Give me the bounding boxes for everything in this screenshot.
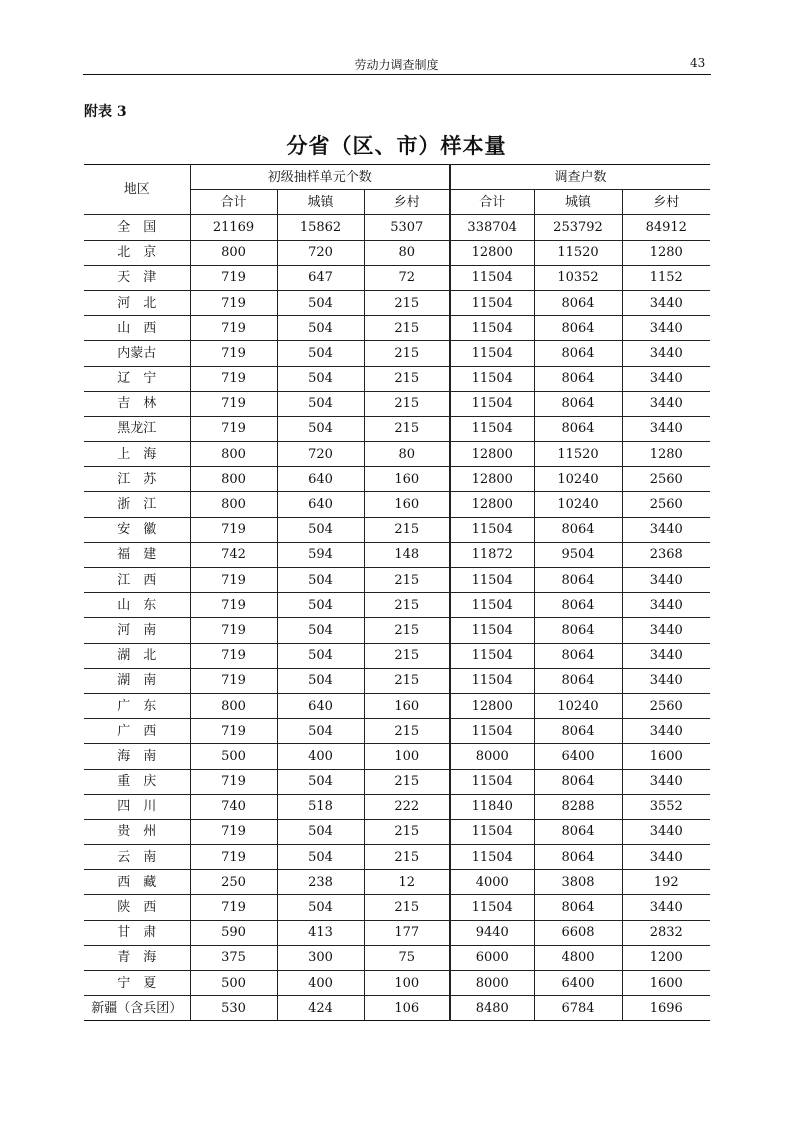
table-row <box>84 316 710 341</box>
region-cell: 辽 宁 <box>84 366 190 391</box>
region-cell: 重 庆 <box>84 769 190 794</box>
region-cell: 河 南 <box>84 618 190 643</box>
units-urban-cell: 504 <box>277 568 364 593</box>
sub-header-rural: 乡村 <box>622 190 710 215</box>
households-urban-cell: 8064 <box>534 643 622 668</box>
units-total-cell: 719 <box>190 719 277 744</box>
households-rural-cell: 3440 <box>622 341 710 366</box>
units-rural-cell: 215 <box>364 895 450 920</box>
table-row <box>84 215 710 240</box>
table-row <box>84 467 710 492</box>
units-rural-cell: 215 <box>364 618 450 643</box>
table-row <box>84 769 710 794</box>
households-total-cell: 11504 <box>450 341 534 366</box>
page-number: 43 <box>690 56 706 70</box>
households-total-cell: 12800 <box>450 442 534 467</box>
households-total-cell: 8480 <box>450 996 534 1021</box>
table-row <box>84 693 710 718</box>
units-rural-cell: 215 <box>364 769 450 794</box>
households-urban-cell: 6784 <box>534 996 622 1021</box>
households-urban-cell: 10240 <box>534 467 622 492</box>
units-rural-cell: 215 <box>364 568 450 593</box>
households-urban-cell: 8064 <box>534 618 622 643</box>
region-cell: 甘 肃 <box>84 920 190 945</box>
units-total-cell: 719 <box>190 618 277 643</box>
households-total-cell: 11872 <box>450 542 534 567</box>
households-rural-cell: 3440 <box>622 819 710 844</box>
units-urban-cell: 400 <box>277 971 364 996</box>
households-urban-cell: 11520 <box>534 442 622 467</box>
units-total-cell: 719 <box>190 845 277 870</box>
households-rural-cell: 3440 <box>622 895 710 920</box>
households-total-cell: 11504 <box>450 391 534 416</box>
households-urban-cell: 8064 <box>534 290 622 315</box>
households-total-cell: 11504 <box>450 668 534 693</box>
households-rural-cell: 3440 <box>622 618 710 643</box>
region-cell: 宁 夏 <box>84 971 190 996</box>
region-header: 地区 <box>84 165 190 215</box>
households-urban-cell: 8064 <box>534 366 622 391</box>
households-total-cell: 11504 <box>450 819 534 844</box>
units-urban-cell: 504 <box>277 391 364 416</box>
units-total-cell: 500 <box>190 971 277 996</box>
units-rural-cell: 215 <box>364 517 450 542</box>
units-urban-cell: 413 <box>277 920 364 945</box>
table-row <box>84 668 710 693</box>
units-rural-cell: 148 <box>364 542 450 567</box>
running-header-title: 劳动力调查制度 <box>354 58 439 72</box>
households-rural-cell: 3440 <box>622 366 710 391</box>
region-cell: 浙 江 <box>84 492 190 517</box>
households-total-cell: 6000 <box>450 945 534 970</box>
table-row <box>84 265 710 290</box>
units-rural-cell: 215 <box>364 643 450 668</box>
region-cell: 山 东 <box>84 593 190 618</box>
units-rural-cell: 75 <box>364 945 450 970</box>
units-rural-cell: 160 <box>364 467 450 492</box>
units-urban-cell: 504 <box>277 643 364 668</box>
units-rural-cell: 160 <box>364 492 450 517</box>
units-rural-cell: 215 <box>364 366 450 391</box>
table-row <box>84 542 710 567</box>
households-rural-cell: 2560 <box>622 693 710 718</box>
appendix-label: 附表 3 <box>84 104 127 120</box>
households-urban-cell: 6400 <box>534 971 622 996</box>
households-rural-cell: 2368 <box>622 542 710 567</box>
region-cell: 海 南 <box>84 744 190 769</box>
households-rural-cell: 1152 <box>622 265 710 290</box>
region-cell: 江 苏 <box>84 467 190 492</box>
units-total-cell: 719 <box>190 643 277 668</box>
households-rural-cell: 1600 <box>622 744 710 769</box>
region-cell: 全 国 <box>84 215 190 240</box>
units-urban-cell: 504 <box>277 845 364 870</box>
units-rural-cell: 215 <box>364 668 450 693</box>
households-rural-cell: 3440 <box>622 316 710 341</box>
sub-header-total: 合计 <box>190 190 277 215</box>
households-urban-cell: 10240 <box>534 693 622 718</box>
region-cell: 湖 北 <box>84 643 190 668</box>
units-urban-cell: 300 <box>277 945 364 970</box>
units-urban-cell: 640 <box>277 492 364 517</box>
table-row <box>84 593 710 618</box>
households-total-cell: 11504 <box>450 316 534 341</box>
units-urban-cell: 720 <box>277 442 364 467</box>
households-urban-cell: 6608 <box>534 920 622 945</box>
households-total-cell: 11504 <box>450 416 534 441</box>
units-urban-cell: 504 <box>277 290 364 315</box>
units-total-cell: 719 <box>190 819 277 844</box>
units-total-cell: 719 <box>190 416 277 441</box>
units-total-cell: 719 <box>190 593 277 618</box>
households-rural-cell: 3440 <box>622 719 710 744</box>
region-cell: 贵 州 <box>84 819 190 844</box>
region-cell: 广 东 <box>84 693 190 718</box>
households-rural-cell: 1280 <box>622 240 710 265</box>
table-row <box>84 643 710 668</box>
households-rural-cell: 1280 <box>622 442 710 467</box>
households-total-cell: 8000 <box>450 971 534 996</box>
units-urban-cell: 594 <box>277 542 364 567</box>
region-cell: 湖 南 <box>84 668 190 693</box>
table-row <box>84 744 710 769</box>
table-row <box>84 341 710 366</box>
sub-header-urban: 城镇 <box>534 190 622 215</box>
region-cell: 黑龙江 <box>84 416 190 441</box>
households-total-cell: 11504 <box>450 618 534 643</box>
units-rural-cell: 215 <box>364 416 450 441</box>
units-total-cell: 719 <box>190 895 277 920</box>
households-total-cell: 12800 <box>450 467 534 492</box>
units-total-cell: 719 <box>190 391 277 416</box>
units-total-cell: 742 <box>190 542 277 567</box>
region-cell: 广 西 <box>84 719 190 744</box>
households-urban-cell: 8064 <box>534 391 622 416</box>
households-rural-cell: 3440 <box>622 593 710 618</box>
units-total-cell: 375 <box>190 945 277 970</box>
households-rural-cell: 1696 <box>622 996 710 1021</box>
units-total-cell: 719 <box>190 316 277 341</box>
units-rural-cell: 177 <box>364 920 450 945</box>
region-cell: 新疆（含兵团） <box>84 996 190 1021</box>
units-total-cell: 719 <box>190 517 277 542</box>
units-urban-cell: 504 <box>277 769 364 794</box>
table-row <box>84 492 710 517</box>
households-urban-cell: 8064 <box>534 769 622 794</box>
table-row <box>84 920 710 945</box>
units-rural-cell: 215 <box>364 593 450 618</box>
region-cell: 河 北 <box>84 290 190 315</box>
units-rural-cell: 215 <box>364 391 450 416</box>
units-rural-cell: 215 <box>364 290 450 315</box>
units-rural-cell: 5307 <box>364 215 450 240</box>
households-urban-cell: 9504 <box>534 542 622 567</box>
units-total-cell: 800 <box>190 442 277 467</box>
households-rural-cell: 3440 <box>622 416 710 441</box>
households-rural-cell: 84912 <box>622 215 710 240</box>
region-cell: 上 海 <box>84 442 190 467</box>
households-rural-cell: 3552 <box>622 794 710 819</box>
table-row <box>84 366 710 391</box>
households-total-cell: 11840 <box>450 794 534 819</box>
households-urban-cell: 10240 <box>534 492 622 517</box>
table-row <box>84 794 710 819</box>
households-total-cell: 11504 <box>450 719 534 744</box>
households-urban-cell: 8064 <box>534 719 622 744</box>
households-urban-cell: 8064 <box>534 341 622 366</box>
households-total-cell: 11504 <box>450 769 534 794</box>
region-cell: 内蒙古 <box>84 341 190 366</box>
units-rural-cell: 72 <box>364 265 450 290</box>
households-total-cell: 11504 <box>450 290 534 315</box>
units-total-cell: 530 <box>190 996 277 1021</box>
households-total-cell: 11504 <box>450 845 534 870</box>
households-rural-cell: 3440 <box>622 391 710 416</box>
table-row <box>84 442 710 467</box>
households-urban-cell: 8288 <box>534 794 622 819</box>
units-rural-cell: 106 <box>364 996 450 1021</box>
units-total-cell: 800 <box>190 467 277 492</box>
region-cell: 北 京 <box>84 240 190 265</box>
table-row <box>84 945 710 970</box>
sub-header-rural: 乡村 <box>364 190 450 215</box>
households-urban-cell: 6400 <box>534 744 622 769</box>
households-urban-cell: 8064 <box>534 819 622 844</box>
units-urban-cell: 720 <box>277 240 364 265</box>
households-rural-cell: 3440 <box>622 568 710 593</box>
units-urban-cell: 424 <box>277 996 364 1021</box>
households-urban-cell: 8064 <box>534 568 622 593</box>
table-row <box>84 996 710 1021</box>
table-row <box>84 845 710 870</box>
households-total-cell: 4000 <box>450 870 534 895</box>
households-rural-cell: 3440 <box>622 668 710 693</box>
units-urban-cell: 400 <box>277 744 364 769</box>
households-total-cell: 11504 <box>450 568 534 593</box>
units-urban-cell: 640 <box>277 467 364 492</box>
group-header-households: 调查户数 <box>450 165 710 190</box>
units-rural-cell: 215 <box>364 316 450 341</box>
units-urban-cell: 504 <box>277 895 364 920</box>
units-urban-cell: 504 <box>277 618 364 643</box>
units-urban-cell: 504 <box>277 341 364 366</box>
region-cell: 福 建 <box>84 542 190 567</box>
households-rural-cell: 2560 <box>622 492 710 517</box>
households-total-cell: 11504 <box>450 265 534 290</box>
units-urban-cell: 238 <box>277 870 364 895</box>
table-header <box>84 165 710 215</box>
units-rural-cell: 100 <box>364 971 450 996</box>
households-total-cell: 11504 <box>450 895 534 920</box>
units-rural-cell: 160 <box>364 693 450 718</box>
units-urban-cell: 504 <box>277 316 364 341</box>
households-total-cell: 12800 <box>450 240 534 265</box>
households-total-cell: 11504 <box>450 643 534 668</box>
table-row <box>84 819 710 844</box>
households-rural-cell: 3440 <box>622 290 710 315</box>
region-cell: 山 西 <box>84 316 190 341</box>
units-rural-cell: 215 <box>364 845 450 870</box>
table-row <box>84 618 710 643</box>
units-total-cell: 800 <box>190 492 277 517</box>
units-urban-cell: 504 <box>277 668 364 693</box>
units-total-cell: 719 <box>190 265 277 290</box>
households-urban-cell: 8064 <box>534 895 622 920</box>
table-row <box>84 240 710 265</box>
households-total-cell: 11504 <box>450 517 534 542</box>
units-urban-cell: 504 <box>277 593 364 618</box>
units-urban-cell: 518 <box>277 794 364 819</box>
units-total-cell: 719 <box>190 290 277 315</box>
units-urban-cell: 15862 <box>277 215 364 240</box>
table-row <box>84 517 710 542</box>
households-urban-cell: 8064 <box>534 668 622 693</box>
households-urban-cell: 253792 <box>534 215 622 240</box>
units-urban-cell: 504 <box>277 416 364 441</box>
households-rural-cell: 1200 <box>622 945 710 970</box>
units-total-cell: 719 <box>190 568 277 593</box>
units-total-cell: 250 <box>190 870 277 895</box>
units-rural-cell: 215 <box>364 819 450 844</box>
table-row <box>84 870 710 895</box>
units-total-cell: 719 <box>190 341 277 366</box>
households-rural-cell: 192 <box>622 870 710 895</box>
sub-header-urban: 城镇 <box>277 190 364 215</box>
households-rural-cell: 1600 <box>622 971 710 996</box>
households-urban-cell: 8064 <box>534 593 622 618</box>
sub-header-total: 合计 <box>450 190 534 215</box>
units-urban-cell: 504 <box>277 819 364 844</box>
units-total-cell: 740 <box>190 794 277 819</box>
units-rural-cell: 12 <box>364 870 450 895</box>
households-urban-cell: 11520 <box>534 240 622 265</box>
table-row <box>84 290 710 315</box>
units-total-cell: 500 <box>190 744 277 769</box>
units-urban-cell: 504 <box>277 719 364 744</box>
units-total-cell: 590 <box>190 920 277 945</box>
units-total-cell: 719 <box>190 769 277 794</box>
households-total-cell: 11504 <box>450 366 534 391</box>
sample-size-table <box>84 164 710 1021</box>
households-rural-cell: 3440 <box>622 845 710 870</box>
table-row <box>84 416 710 441</box>
units-rural-cell: 100 <box>364 744 450 769</box>
units-total-cell: 800 <box>190 693 277 718</box>
units-rural-cell: 215 <box>364 719 450 744</box>
units-total-cell: 719 <box>190 668 277 693</box>
units-rural-cell: 215 <box>364 341 450 366</box>
group-header-sampling-units: 初级抽样单元个数 <box>190 165 450 190</box>
region-cell: 陕 西 <box>84 895 190 920</box>
units-total-cell: 800 <box>190 240 277 265</box>
region-cell: 四 川 <box>84 794 190 819</box>
region-cell: 天 津 <box>84 265 190 290</box>
households-urban-cell: 10352 <box>534 265 622 290</box>
units-total-cell: 21169 <box>190 215 277 240</box>
households-urban-cell: 8064 <box>534 517 622 542</box>
region-cell: 安 徽 <box>84 517 190 542</box>
households-urban-cell: 8064 <box>534 316 622 341</box>
region-cell: 云 南 <box>84 845 190 870</box>
table-row <box>84 719 710 744</box>
region-cell: 江 西 <box>84 568 190 593</box>
table-row <box>84 568 710 593</box>
table-row <box>84 391 710 416</box>
table-row <box>84 895 710 920</box>
table-body <box>84 215 710 1021</box>
units-rural-cell: 222 <box>364 794 450 819</box>
units-urban-cell: 640 <box>277 693 364 718</box>
households-total-cell: 12800 <box>450 693 534 718</box>
households-urban-cell: 8064 <box>534 845 622 870</box>
region-cell: 西 藏 <box>84 870 190 895</box>
households-total-cell: 12800 <box>450 492 534 517</box>
households-urban-cell: 8064 <box>534 416 622 441</box>
households-total-cell: 8000 <box>450 744 534 769</box>
region-cell: 青 海 <box>84 945 190 970</box>
table-title: 分省（区、市）样本量 <box>286 133 507 158</box>
households-total-cell: 11504 <box>450 593 534 618</box>
households-rural-cell: 3440 <box>622 643 710 668</box>
units-rural-cell: 80 <box>364 442 450 467</box>
households-rural-cell: 3440 <box>622 769 710 794</box>
region-cell: 吉 林 <box>84 391 190 416</box>
households-rural-cell: 2832 <box>622 920 710 945</box>
header-rule <box>83 74 711 75</box>
households-urban-cell: 4800 <box>534 945 622 970</box>
households-total-cell: 9440 <box>450 920 534 945</box>
households-total-cell: 338704 <box>450 215 534 240</box>
households-rural-cell: 2560 <box>622 467 710 492</box>
units-urban-cell: 647 <box>277 265 364 290</box>
households-rural-cell: 3440 <box>622 517 710 542</box>
units-rural-cell: 80 <box>364 240 450 265</box>
table-row <box>84 971 710 996</box>
units-urban-cell: 504 <box>277 517 364 542</box>
households-urban-cell: 3808 <box>534 870 622 895</box>
units-urban-cell: 504 <box>277 366 364 391</box>
units-total-cell: 719 <box>190 366 277 391</box>
